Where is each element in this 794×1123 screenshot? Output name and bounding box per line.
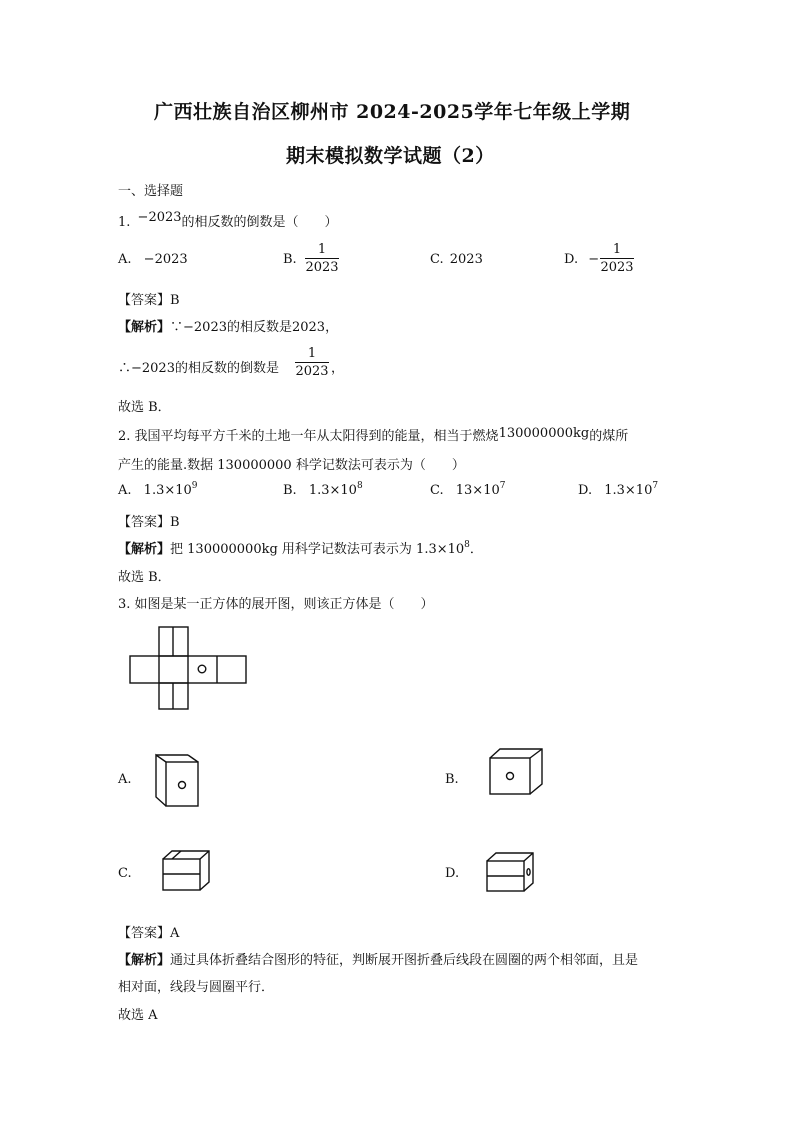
option-exponent: 8	[356, 481, 363, 491]
option-label: C.	[430, 483, 444, 498]
option-exponent: 9	[191, 481, 198, 491]
q2-option-a[interactable]	[118, 483, 198, 498]
analysis-exponent: 8	[464, 540, 470, 550]
q1-analysis-1	[118, 316, 338, 335]
q3-option-a-label[interactable]: A.	[118, 772, 132, 787]
q3-option-c-label[interactable]: C.	[118, 866, 132, 881]
q1-stem	[118, 211, 338, 230]
option-label: A.	[118, 483, 132, 498]
option-sign: −	[588, 252, 600, 267]
q2-stem-line1	[118, 425, 628, 444]
q1-stem-math: −2023	[137, 210, 182, 225]
option-value	[604, 483, 658, 498]
fraction-denominator: 2023	[305, 260, 339, 275]
q2-answer: 【答案】B	[118, 515, 180, 530]
analysis-text: 把 130000000kg 用科学记数法可表示为 1.3×10	[170, 542, 465, 557]
option-exponent: 7	[652, 481, 659, 491]
option-label: D.	[578, 483, 593, 498]
option-value	[309, 483, 363, 498]
q2-analysis	[118, 538, 483, 557]
q2-stem-text-end: 的煤所	[589, 429, 629, 444]
option-label: C.	[430, 252, 444, 267]
page-title-line2: 期末模拟数学试题（2）	[286, 145, 495, 167]
analysis-label: 【解析】	[118, 320, 171, 335]
q3-option-d-label[interactable]: D.	[445, 866, 460, 881]
option-label: A.	[118, 252, 132, 267]
option-value: 2023	[449, 252, 483, 267]
q1-stem-text: 的相反数的倒数是（ ）	[181, 215, 338, 230]
q2-option-d[interactable]	[578, 483, 658, 498]
cube-net	[130, 627, 246, 709]
q1-number: 1.	[118, 215, 131, 230]
q2-stem-text: 我国平均每平方千米的土地一年从太阳得到的能量，相当于燃烧	[134, 429, 499, 444]
option-base: 1.3×10	[308, 483, 357, 498]
q1-option-c[interactable]	[430, 252, 483, 267]
q2-option-b[interactable]	[283, 483, 363, 498]
option-exponent: 7	[499, 481, 506, 491]
option-label: B.	[283, 483, 297, 498]
q1-conclusion: 故选 B．	[118, 400, 171, 415]
q3-option-b-label[interactable]: B.	[445, 772, 459, 787]
option-value: −2023	[143, 252, 188, 267]
q2-number: 2.	[118, 429, 131, 444]
q1-analysis-2	[118, 357, 279, 376]
q3-analysis-2: 相对面，线段与圆圈平行．	[118, 980, 275, 995]
fraction-numerator: 1	[612, 242, 622, 257]
page-title-line1: 广西壮族自治区柳州市 2024-2025学年七年级上学期	[154, 101, 631, 123]
section-heading: 一、选择题	[118, 184, 184, 199]
fraction-numerator: 1	[307, 346, 317, 361]
option-base: 13×10	[455, 483, 500, 498]
analysis-text: ∴−2023的相反数的倒数是	[118, 361, 279, 376]
q1-option-b-fraction	[305, 242, 339, 275]
analysis-text: 通过具体折叠结合图形的特征，判断展开图折叠后线段在圆圈的两个相邻面，且是	[170, 953, 639, 968]
q3-number: 3.	[118, 597, 131, 612]
q1-answer: 【答案】B	[118, 293, 180, 308]
q3-answer: 【答案】A	[118, 926, 180, 941]
q3-conclusion: 故选 A	[118, 1008, 158, 1023]
fraction-denominator: 2023	[295, 364, 329, 379]
q1-analysis-fraction	[295, 346, 329, 379]
q2-conclusion: 故选 B．	[118, 570, 171, 585]
analysis-text: ∵−2023的相反数是2023，	[170, 320, 339, 335]
q2-option-c[interactable]	[430, 483, 505, 498]
analysis-label: 【解析】	[118, 953, 171, 968]
option-base: 1.3×10	[143, 483, 192, 498]
q1-option-d-fraction	[600, 242, 634, 275]
q1-option-b[interactable]	[283, 252, 297, 267]
fraction-numerator: 1	[317, 242, 327, 257]
q2-stem-line2: 产生的能量.数据 130000000 科学记数法可表示为（ ）	[118, 458, 465, 473]
option-base: 1.3×10	[604, 483, 653, 498]
q3-stem	[118, 593, 434, 612]
analysis-label: 【解析】	[118, 542, 171, 557]
q3-analysis-1	[118, 949, 638, 968]
option-value	[144, 483, 198, 498]
fraction-denominator: 2023	[600, 260, 634, 275]
analysis-text-end: ．	[469, 542, 483, 557]
option-label: B.	[283, 252, 297, 267]
q1-analysis-2-post: ，	[331, 361, 345, 376]
q3-stem-text: 如图是某一正方体的展开图，则该正方体是（ ）	[134, 597, 434, 612]
q1-option-d[interactable]	[564, 252, 599, 267]
q1-option-a[interactable]	[118, 252, 188, 267]
option-value	[456, 483, 506, 498]
q2-stem-math: 130000000kg	[498, 426, 590, 441]
option-label: D.	[564, 252, 579, 267]
